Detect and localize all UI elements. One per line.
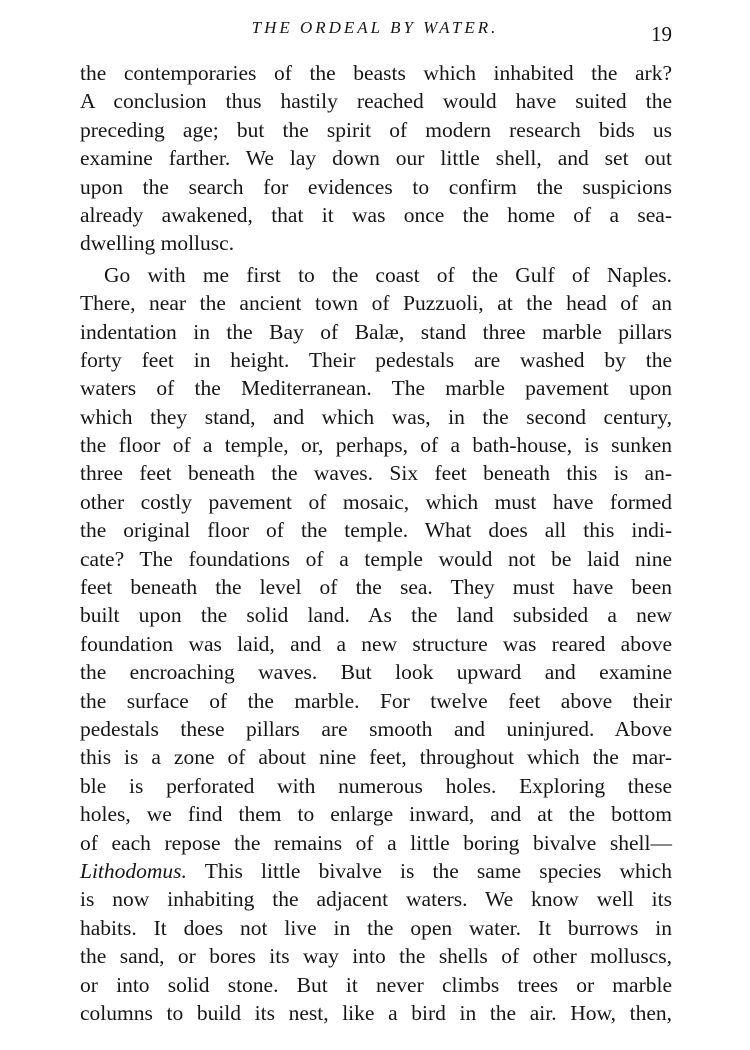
text-line: the surface of the marble. For twelve feet above their: [80, 688, 672, 713]
text-line-with-italic: [80, 857, 672, 885]
paragraph-1: [80, 59, 672, 258]
running-head: [0, 14, 750, 44]
text-line: already awakened, that it was once the home of a sea-: [80, 202, 672, 227]
text-line: which they stand, and which was, in the second century,: [80, 404, 672, 429]
text-line: waters of the Mediterranean. The marble pavement upon: [80, 376, 672, 401]
text-line: other costly pavement of mosaic, which must have formed: [80, 489, 672, 514]
text-line: of each repose the remains of a little boring bivalve shell—: [80, 830, 672, 855]
page-number: 19: [651, 22, 672, 46]
text-line: indentation in the Bay of Balæ, stand three marble pillars: [80, 319, 672, 344]
text-line: columns to build its nest, like a bird in the air. How, then,: [80, 1000, 672, 1025]
text-line: foundation was laid, and a new structure was reared above: [80, 631, 672, 656]
text-line: is now inhabiting the adjacent waters. We know well its: [80, 887, 672, 912]
text-line: ble is perforated with numerous holes. Exploring these: [80, 773, 672, 798]
text-line: cate? The foundations of a temple would not be laid nine: [80, 546, 672, 571]
text-line: holes, we find them to enlarge inward, and at the bottom: [80, 802, 672, 827]
running-title: THE ORDEAL BY WATER.: [251, 18, 499, 37]
body-text: [80, 59, 672, 1027]
text-line: the floor of a temple, or, perhaps, of a bath-house, is sunken: [80, 433, 672, 458]
italic-term: Lithodomus.: [80, 858, 187, 883]
text-line: examine farther. We lay down our little shell, and set out: [80, 146, 672, 171]
text-line: the encroaching waves. But look upward and examine: [80, 660, 672, 685]
text-line: or into solid stone. But it never climbs trees or marble: [80, 972, 672, 997]
text-line: A conclusion thus hastily reached would have suited the: [80, 89, 672, 114]
text-line: There, near the ancient town of Puzzuoli, at the head of an: [80, 291, 672, 316]
text-line: preceding age; but the spirit of modern research bids us: [80, 117, 672, 142]
text-line: the sand, or bores its way into the shells of other molluscs,: [80, 944, 672, 969]
text-line: feet beneath the level of the sea. They must have been: [80, 575, 672, 600]
text-fragment: This little bivalve is the same species which: [186, 858, 672, 883]
text-line: the contemporaries of the beasts which inhabited the ark?: [80, 61, 672, 85]
text-line: the original floor of the temple. What does all this indi-: [80, 518, 672, 543]
text-line: upon the search for evidences to confirm the suspicions: [80, 174, 672, 199]
text-line: pedestals these pillars are smooth and uninjured. Above: [80, 716, 672, 741]
text-line: this is a zone of about nine feet, throughout which the mar-: [80, 745, 672, 770]
text-line: three feet beneath the waves. Six feet beneath this is an-: [80, 461, 672, 486]
text-line: forty feet in height. Their pedestals are washed by the: [80, 347, 672, 372]
paragraph-2: [80, 261, 672, 1028]
text-line: habits. It does not live in the open water. It burrows in: [80, 915, 672, 940]
text-line: Go with me first to the coast of the Gulf of Naples.: [104, 262, 672, 287]
text-line: built upon the solid land. As the land subsided a new: [80, 603, 672, 628]
text-line: dwelling mollusc.: [80, 231, 235, 256]
